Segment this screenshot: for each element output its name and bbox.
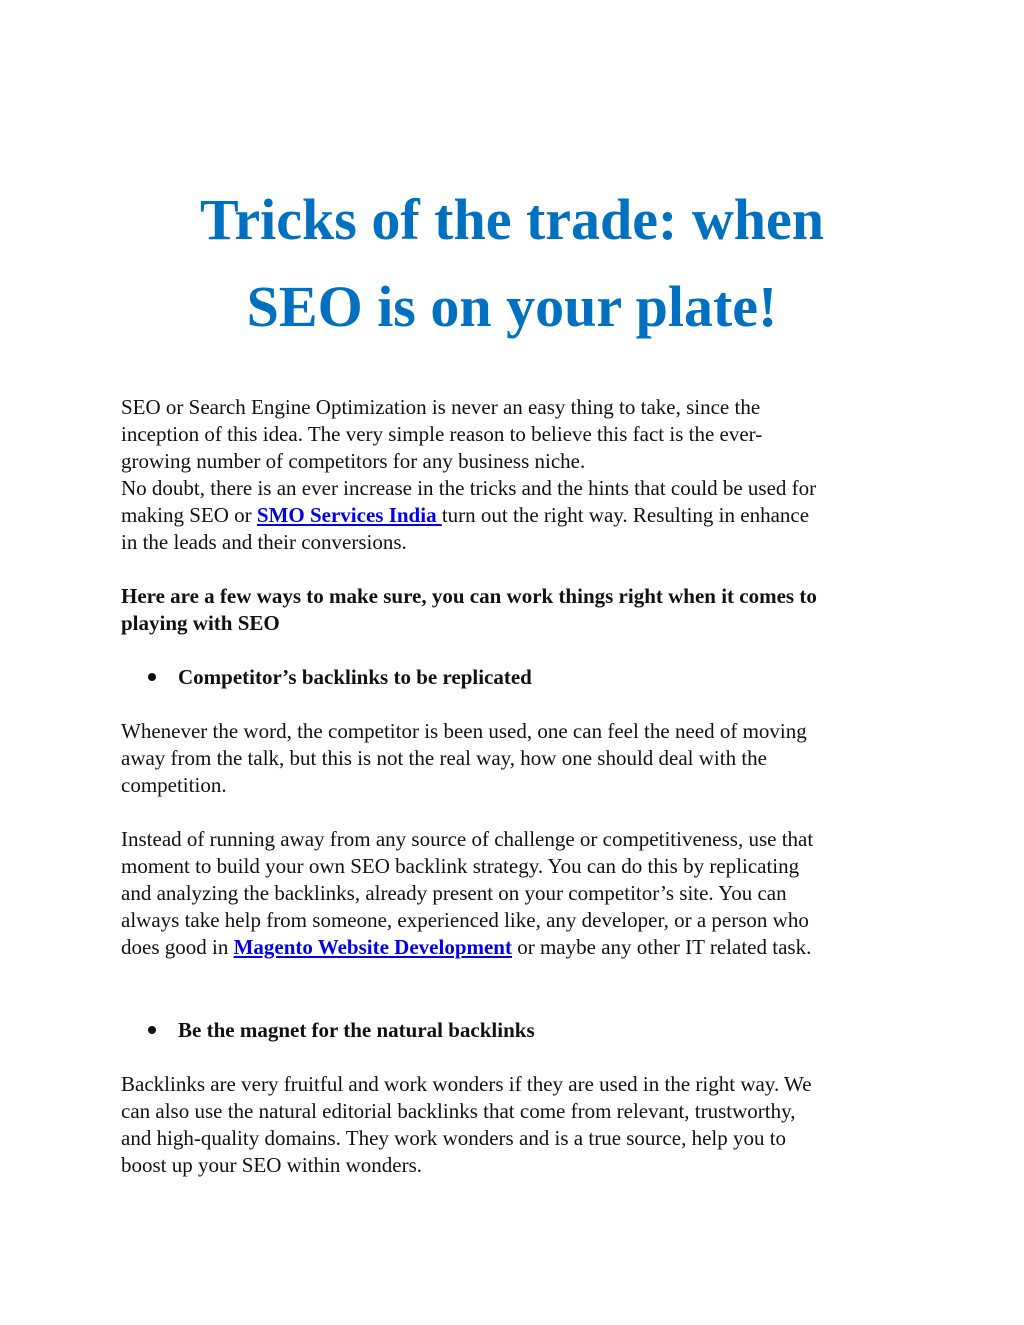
- section1-p2-line-4: always take help from someone, experienced like, any developer, or a person who: [121, 908, 809, 932]
- intro-line-6: in the leads and their conversions.: [121, 530, 407, 554]
- intro-line-5: [121, 502, 921, 529]
- bullet-item-1: [148, 664, 532, 691]
- lead-heading: [121, 583, 921, 637]
- bullet-dot-icon: [148, 673, 156, 681]
- section1-paragraph-2: [121, 826, 921, 961]
- bullet-item-2: [148, 1017, 535, 1044]
- section2-paragraph: [121, 1071, 921, 1179]
- section1-p2-line-1: Instead of running away from any source of challenge or competitiveness, use that: [121, 827, 814, 851]
- section2-line-3: and high-quality domains. They work wonders and is a true source, help you to: [121, 1126, 787, 1150]
- intro-line-2: inception of this idea. The very simple reason to believe this fact is the ever-: [121, 422, 763, 446]
- magento-development-link[interactable]: Magento Website Development: [233, 935, 512, 959]
- bullet-text-2: Be the magnet for the natural backlinks: [178, 1018, 535, 1042]
- lead-line-1: Here are a few ways to make sure, you can work things right when it comes to: [121, 584, 817, 608]
- intro-line-5-pre: making SEO or: [121, 503, 257, 527]
- title-line-1: Tricks of the trade: when: [200, 187, 824, 252]
- intro-paragraph: [121, 394, 921, 556]
- section1-p2-line-5-pre: does good in: [121, 935, 234, 959]
- bullet-text-1: Competitor’s backlinks to be replicated: [178, 665, 532, 689]
- intro-line-1: SEO or Search Engine Optimization is never an easy thing to take, since the: [121, 395, 761, 419]
- section2-line-4: boost up your SEO within wonders.: [121, 1153, 422, 1177]
- lead-line-2: playing with SEO: [121, 611, 280, 635]
- section1-p2-line-2: moment to build your own SEO backlink strategy. You can do this by replicating: [121, 854, 800, 878]
- section1-paragraph-1: [121, 718, 921, 799]
- section1-p1-line-3: competition.: [121, 773, 227, 797]
- smo-services-link[interactable]: SMO Services India: [256, 503, 442, 527]
- section1-p1-line-1: Whenever the word, the competitor is been used, one can feel the need of moving: [121, 719, 807, 743]
- section1-p2-line-5: [121, 934, 921, 961]
- bullet-dot-icon: [148, 1026, 156, 1034]
- section1-p2-line-5-post: or maybe any other IT related task.: [511, 935, 812, 959]
- section1-p2-line-3: and analyzing the backlinks, already present on your competitor’s site. You can: [121, 881, 787, 905]
- section1-p1-line-2: away from the talk, but this is not the real way, how one should deal with the: [121, 746, 767, 770]
- intro-line-4: No doubt, there is an ever increase in the tricks and the hints that could be used for: [121, 476, 817, 500]
- intro-line-5-post: turn out the right way. Resulting in enhance: [441, 503, 810, 527]
- page-title: [0, 176, 1024, 350]
- intro-line-3: growing number of competitors for any business niche.: [121, 449, 586, 473]
- section2-line-2: can also use the natural editorial backlinks that come from relevant, trustworthy,: [121, 1099, 796, 1123]
- section2-line-1: Backlinks are very fruitful and work wonders if they are used in the right way. We: [121, 1072, 812, 1096]
- title-line-2: SEO is on your plate!: [246, 274, 778, 339]
